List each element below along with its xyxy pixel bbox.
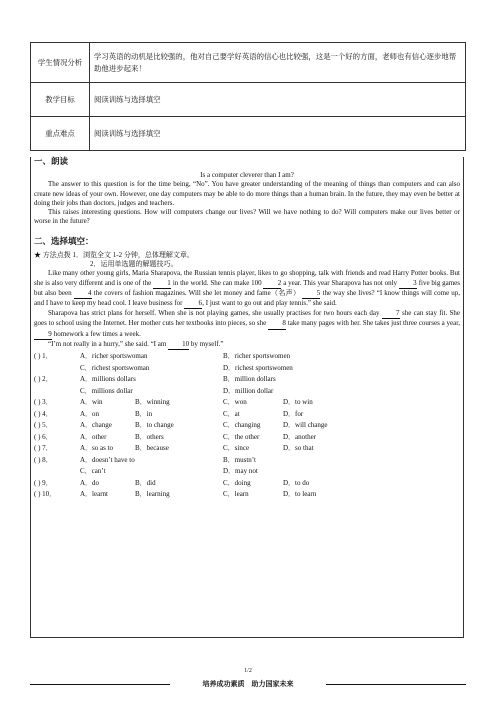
option: A．do xyxy=(80,478,100,487)
option: B．richer sportswomen xyxy=(223,352,291,361)
option: C．changing xyxy=(223,421,261,430)
info-content: 阅读训练与选择填空 xyxy=(90,83,466,117)
question-number: ( ) 3． xyxy=(34,398,53,407)
option: C．richest sportswoman xyxy=(80,363,150,372)
question-row xyxy=(34,420,460,432)
question-row xyxy=(34,466,460,478)
info-content: 阅读训练与选择填空 xyxy=(90,117,466,151)
option: A．millions dollars xyxy=(80,375,136,384)
blank: 4 xyxy=(74,289,92,299)
cloze-paragraph xyxy=(34,269,460,309)
question-row xyxy=(34,386,460,398)
cloze-text: Like many other young girls, Maria Sharapova, the Russian tennis player, likes to go shopping, talk with friends and read Harry Potter books. But she is also very different and is one of the xyxy=(34,269,460,287)
question-list xyxy=(34,351,460,501)
question-number: ( ) 6． xyxy=(34,432,53,441)
option: A．richer sportswoman xyxy=(80,352,148,361)
question-row xyxy=(34,409,460,421)
question-row xyxy=(34,363,460,375)
info-row-focus xyxy=(31,117,466,151)
worksheet xyxy=(30,42,466,638)
info-label: 教学目标 xyxy=(31,83,90,117)
option: D．may not xyxy=(223,467,258,476)
option: B．in xyxy=(135,409,153,418)
footer-slogan: 培养成功素质 助力国家未来 xyxy=(202,680,294,688)
question-row xyxy=(34,374,460,386)
option: C．millions dollar xyxy=(80,386,133,395)
passage-paragraph: The answer to this question is for the time being, “No”. You have greater understanding of the meaning of things than computers and can also create new ideas of your own. However, one day computers may be able to do more things than a human brain. In the future, they may even be better at doing their jobs than doctors, judges and teachers. xyxy=(34,180,460,207)
option: A．doesn’t have to xyxy=(80,455,135,464)
section-heading-reading: 一、朗读 xyxy=(34,157,69,167)
cloze-text: in the world. She can make 100 xyxy=(172,278,262,287)
option: B．because xyxy=(135,444,169,453)
info-row-goal xyxy=(31,83,466,117)
cloze-text: “I’m not really in a hurry,” she said. “I am xyxy=(48,339,167,348)
option: B．learning xyxy=(135,490,170,499)
cloze-paragraph xyxy=(34,340,460,350)
option: D．million dollar xyxy=(223,386,274,395)
question-row xyxy=(34,443,460,455)
question-row xyxy=(34,351,460,363)
info-content: 学习英语的动机是比较强的，他对自己要学好英语的信心也比较强，这是一个好的方面，老师也有信心逐步地帮助他进步起来！ xyxy=(90,43,466,83)
cloze-text: the way she lives? “I know things will come up, and I have to keep my head cool. I leave business for xyxy=(34,288,461,308)
option: A．on xyxy=(80,409,100,418)
info-label: 重点难点 xyxy=(31,117,90,151)
option: D．to win xyxy=(283,398,313,407)
info-table xyxy=(30,42,466,151)
question-number: ( ) 8． xyxy=(34,455,53,464)
blank: 1 xyxy=(153,279,171,289)
question-number: ( ) 1． xyxy=(34,352,53,361)
option: A．change xyxy=(80,421,112,430)
blank: 8 xyxy=(268,319,286,329)
option: C．can’t xyxy=(80,467,106,476)
option: B．to change xyxy=(135,421,174,430)
option: C．doing xyxy=(223,478,251,487)
question-row xyxy=(34,455,460,467)
option: A．win xyxy=(80,398,103,407)
content-box xyxy=(30,157,464,638)
option: C．won xyxy=(223,398,247,407)
cloze-paragraph xyxy=(34,309,460,340)
question-number: ( ) 10． xyxy=(34,490,57,499)
cloze-text: by myself.” xyxy=(190,339,224,348)
blank: 10 xyxy=(168,340,189,350)
option: C．learn xyxy=(223,490,249,499)
page-number: 1/2 xyxy=(244,668,252,674)
method-tip: 2．运用单选题的解题技巧。 xyxy=(90,260,178,269)
option: C．the other xyxy=(223,432,260,441)
cloze-text: she can stay fit. She goes to school using the Internet. Her mother cuts her textbooks into pieces, so she xyxy=(34,309,460,328)
cloze-text: Sharapova has strict plans for herself. When she is not playing games, she usually practises for two hours each day xyxy=(48,309,380,318)
option: A．other xyxy=(80,432,107,441)
option: D．to learn xyxy=(283,490,317,499)
cloze-text: homework a few times a week. xyxy=(53,329,141,338)
question-number: ( ) 5． xyxy=(34,421,53,430)
passage-title: Is a computer cleverer than I am? xyxy=(200,171,294,180)
cloze-text: the covers of fashion magazines. Will she let money and fame（名声） xyxy=(93,288,301,297)
question-row xyxy=(34,489,460,501)
blank: 9 xyxy=(34,330,52,340)
question-number: ( ) 4． xyxy=(34,409,53,418)
blank: 6 xyxy=(184,299,202,309)
option: B．did xyxy=(135,478,156,487)
question-number: ( ) 2． xyxy=(34,375,53,384)
cloze-text: take many pages with her. She takes just three courses a year, xyxy=(287,319,461,328)
option: A．so as to xyxy=(80,444,114,453)
question-row xyxy=(34,397,460,409)
option: D．will change xyxy=(283,421,328,430)
option: D．richest sportswomen xyxy=(223,363,293,372)
option: D．so that xyxy=(283,444,314,453)
section-heading-cloze: 二、选择填空： xyxy=(34,236,94,247)
option: C．at xyxy=(223,409,240,418)
cloze-text: a year. This year Sharapova has not only xyxy=(283,278,398,287)
option: B．others xyxy=(135,432,164,441)
info-row-analysis xyxy=(31,43,466,83)
cloze-text: five big games but also been xyxy=(34,278,461,297)
cloze-text: , I just want to go out and play tennis.” she said. xyxy=(202,299,337,308)
option: B．million dollars xyxy=(223,375,276,384)
blank: 3 xyxy=(399,279,417,289)
method-tip: ★ 方法点拨 1．浏览全文 1-2 分钟，总体理解文章。 xyxy=(34,250,194,259)
question-number: ( ) 7． xyxy=(34,444,53,453)
question-row xyxy=(34,478,460,490)
blank: 5 xyxy=(302,289,320,299)
blank: 7 xyxy=(382,309,400,319)
option: A．learnt xyxy=(80,490,108,499)
option: B．mustn’t xyxy=(223,455,256,464)
option: C．since xyxy=(223,444,250,453)
blank: 2 xyxy=(263,279,281,289)
option: D．to do xyxy=(283,478,310,487)
option: D．for xyxy=(283,409,304,418)
question-row xyxy=(34,432,460,444)
passage-paragraph: This raises interesting questions. How will computers change our lives? Will we have nothing to do? Will computers make our lives better or worse in the future? xyxy=(34,208,460,226)
option: B．winning xyxy=(135,398,170,407)
question-number: ( ) 9． xyxy=(34,478,53,487)
option: D．another xyxy=(283,432,317,441)
info-label: 学生情况分析 xyxy=(31,43,90,83)
